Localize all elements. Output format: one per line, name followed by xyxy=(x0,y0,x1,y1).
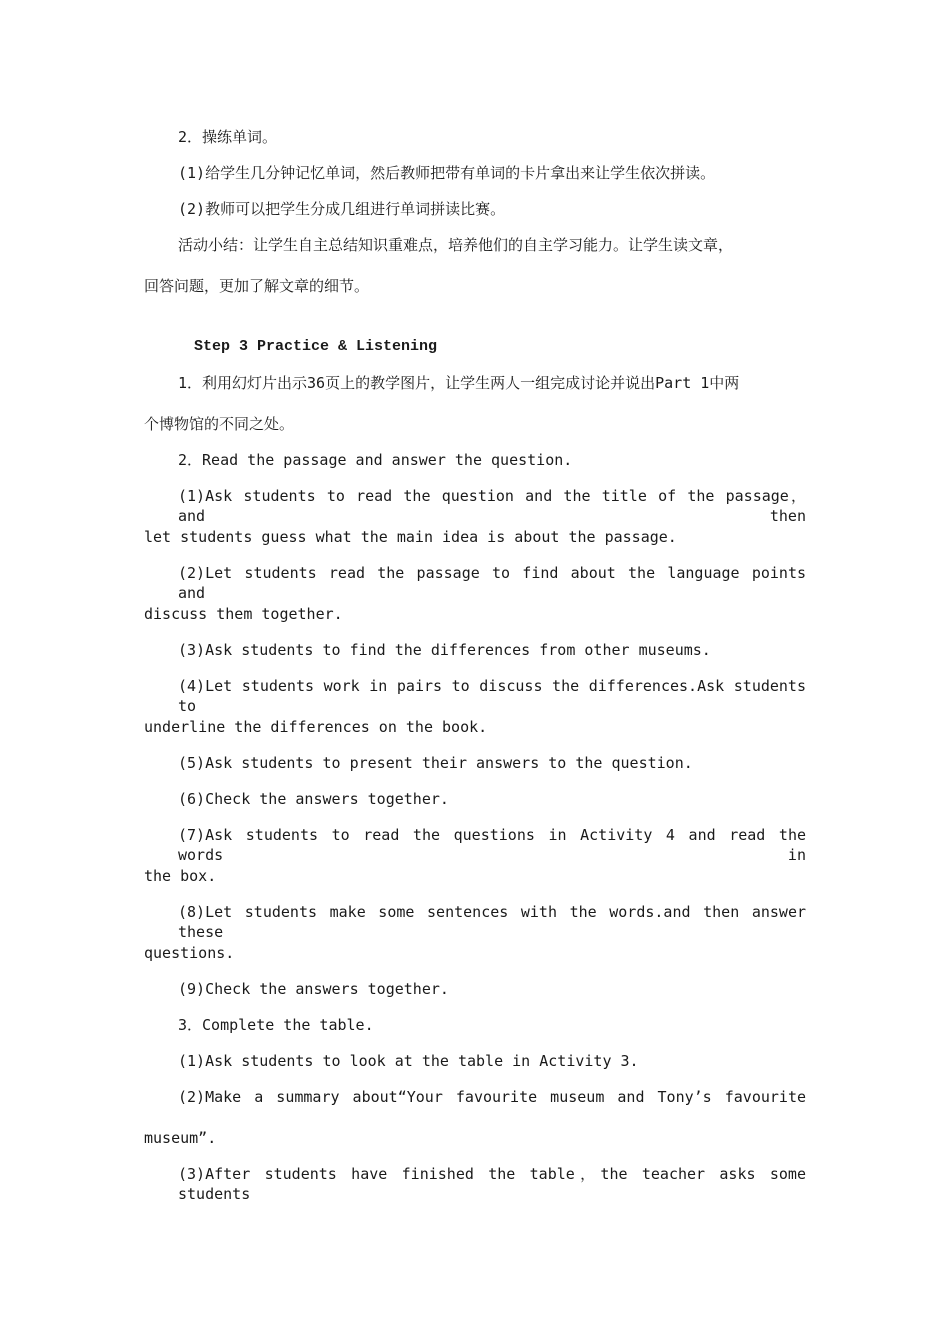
practice-2-7-line-2: the box. xyxy=(144,867,217,885)
practice-1-line-2: 个博物馆的不同之处。 xyxy=(144,415,295,433)
step-3-heading: Step 3 Practice & Listening xyxy=(194,338,438,355)
practice-2-8-line-1: (8)Let students make some sentences with the words.and then answer these xyxy=(178,903,806,941)
practice-2-3: (3)Ask students to find the differences from other museums. xyxy=(178,641,711,659)
practice-2-2-line-2: discuss them together. xyxy=(144,605,343,623)
practice-2-title: 2．Read the passage and answer the question. xyxy=(178,451,573,469)
practice-3-1: (1)Ask students to look at the table in Activity 3. xyxy=(178,1052,639,1070)
activity-summary-line-2: 回答问题，更加了解文章的细节。 xyxy=(144,277,370,295)
activity-summary-line-1: 活动小结：让学生自主总结知识重难点，培养他们的自主学习能力。让学生读文章， xyxy=(178,236,734,254)
practice-2-1-line-1: (1)Ask students to read the question and the title of the passage，and then xyxy=(178,487,806,525)
practice-3-3-line-1: (3)After students have finished the table，the teacher asks some students xyxy=(178,1165,806,1203)
practice-2-1-line-2: let students guess what the main idea is about the passage. xyxy=(144,528,677,546)
practice-2-8-line-2: questions. xyxy=(144,944,235,962)
practice-2-2-line-1: (2)Let students read the passage to find about the language points and xyxy=(178,564,806,602)
practice-1-line-1: 1．利用幻灯片出示36页上的教学图片，让学生两人一组完成讨论并说出Part 1中两 xyxy=(178,374,740,392)
practice-2-7-line-1: (7)Ask students to read the questions in Activity 4 and read the words in xyxy=(178,826,806,864)
practice-3-2-line-1: (2)Make a summary about“Your favourite museum and Tony’s favourite xyxy=(178,1088,806,1106)
section-2-item-2: (2)教师可以把学生分成几组进行单词拼读比赛。 xyxy=(178,200,506,218)
practice-2-5: (5)Ask students to present their answers to the question. xyxy=(178,754,693,772)
practice-3-2-line-2: museum”. xyxy=(144,1129,217,1147)
section-2-title: 2．操练单词。 xyxy=(178,128,278,146)
section-2-item-1: (1)给学生几分钟记忆单词，然后教师把带有单词的卡片拿出来让学生依次拼读。 xyxy=(178,164,716,182)
practice-2-4-line-2: underline the differences on the book. xyxy=(144,718,488,736)
practice-2-4-line-1: (4)Let students work in pairs to discuss the differences.Ask students to xyxy=(178,677,806,715)
practice-3-title: 3．Complete the table. xyxy=(178,1016,374,1034)
practice-2-6: (6)Check the answers together. xyxy=(178,790,449,808)
practice-2-9: (9)Check the answers together. xyxy=(178,980,449,998)
